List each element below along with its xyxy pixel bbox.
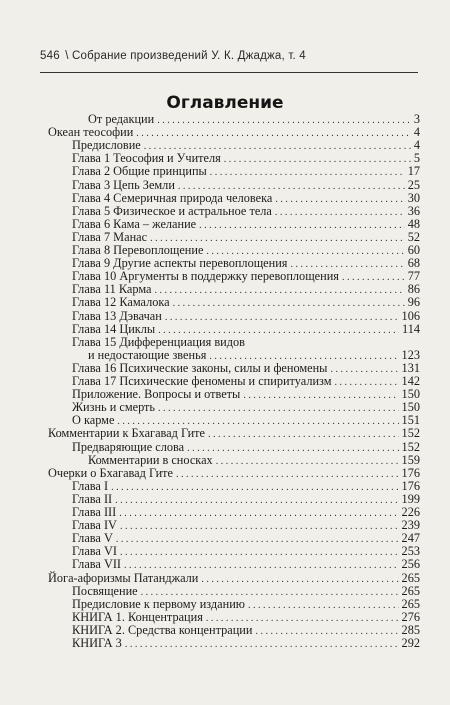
toc-entry-title: Глава 16 Психические законы, силы и феномены xyxy=(72,360,328,375)
toc-entry-title: Глава I xyxy=(72,478,109,493)
toc-entry-title: Глава 7 Манас xyxy=(72,229,148,244)
toc-entry-title: Глава 17 Психические феномены и спиритуализм xyxy=(72,374,332,388)
toc-entry-title: Предваряющие слова xyxy=(72,439,185,454)
toc-entry-title: Глава 10 Аргументы в поддержку перевоплощения xyxy=(72,269,339,284)
toc-entry-page: 292 xyxy=(401,636,420,650)
toc-entry-title: Глава 15 Дифференциация видов xyxy=(72,334,245,349)
dot-leader xyxy=(248,599,399,612)
toc-entry-title: Глава 11 Карма xyxy=(72,282,152,297)
toc-entry xyxy=(72,336,420,349)
dot-leader xyxy=(216,455,399,468)
toc-entry xyxy=(72,218,420,231)
toc-entry-page: 151 xyxy=(401,413,420,428)
toc-entry-page: 96 xyxy=(407,295,420,310)
toc-entry xyxy=(72,257,420,270)
toc-entry-title: От редакции xyxy=(88,112,155,126)
toc-entry-page: 285 xyxy=(401,622,420,637)
dot-leader xyxy=(176,468,399,481)
dot-leader xyxy=(330,363,398,376)
dot-leader xyxy=(115,494,398,507)
book-title: Собрание произведений У. К. Джаджа, т. 4 xyxy=(72,50,306,62)
toc-entry-title: Глава 9 Другие аспекты перевоплощения xyxy=(72,256,288,271)
toc-entry xyxy=(88,113,420,126)
toc-entry-title: Глава 13 Дэвачан xyxy=(72,308,162,323)
toc-entry-page: 3 xyxy=(413,112,420,126)
dot-leader xyxy=(111,481,398,494)
dot-leader xyxy=(201,573,398,586)
toc-entry-title: Глава 8 Перевоплощение xyxy=(72,243,204,257)
dot-leader xyxy=(199,219,405,232)
toc-entry-page: 199 xyxy=(401,491,420,506)
toc-entry-page: 176 xyxy=(401,465,420,480)
toc-entry xyxy=(72,637,420,650)
toc-entry xyxy=(72,480,420,493)
toc-entry xyxy=(72,296,420,309)
toc-entry-page: 4 xyxy=(413,138,420,153)
toc-entry-page: 265 xyxy=(401,596,420,611)
toc-entry-title: Глава 14 Циклы xyxy=(72,321,156,336)
toc-entry-page: 176 xyxy=(401,478,420,493)
toc-entry-title: Предисловие к первому изданию xyxy=(72,596,245,611)
toc-entry xyxy=(72,598,420,611)
toc-entry-page: 150 xyxy=(401,400,420,415)
toc-entry-title: Глава III xyxy=(72,505,117,519)
toc-entry xyxy=(72,585,420,598)
toc-entry xyxy=(72,139,420,152)
toc-entry-title: Жизнь и смерть xyxy=(72,400,156,415)
toc-entry xyxy=(72,244,420,257)
toc-entry xyxy=(72,231,420,244)
toc-entry-page: 265 xyxy=(401,583,420,598)
toc-entry-title: Глава 1 Теософия и Учителя xyxy=(72,151,221,166)
toc-entry xyxy=(48,467,420,480)
dot-leader xyxy=(173,297,405,310)
dot-leader xyxy=(224,153,411,166)
toc-entry xyxy=(72,283,420,296)
dot-leader xyxy=(158,402,399,415)
toc-entry-title: О карме xyxy=(72,413,115,428)
dot-leader xyxy=(116,533,399,546)
toc-entry-title: Глава VII xyxy=(72,557,122,572)
toc-entry-page: 247 xyxy=(401,531,420,546)
dot-leader xyxy=(210,166,405,179)
toc-entry-page: 5 xyxy=(413,151,420,166)
toc-entry-title: Глава IV xyxy=(72,518,117,533)
toc-entry xyxy=(88,454,420,467)
toc-entry-title: Йога-афоризмы Патанджали xyxy=(48,570,199,585)
toc-entry-title: Глава 5 Физическое и астральное тела xyxy=(72,203,272,218)
toc-entry xyxy=(72,624,420,637)
toc-entry-page: 123 xyxy=(401,347,420,362)
toc-entry-title: Комментарии в сносках xyxy=(88,452,213,467)
toc-entry xyxy=(72,388,420,401)
toc-entry xyxy=(72,152,420,165)
toc-entry-title: Очерки о Бхагавад Гите xyxy=(48,465,174,480)
toc-entry-title: Глава 4 Семеричная природа человека xyxy=(72,190,273,205)
toc-entry-page: 77 xyxy=(407,269,420,284)
toc-entry xyxy=(72,558,420,571)
header-separator: \ xyxy=(65,50,69,62)
toc-entry-title: Океан теософии xyxy=(48,125,134,140)
toc-entry xyxy=(48,126,420,139)
toc-entry xyxy=(72,532,420,545)
toc-entry xyxy=(48,572,420,585)
toc-entry-page: 36 xyxy=(407,203,420,218)
toc-entry xyxy=(72,519,420,532)
toc-entry xyxy=(72,323,420,336)
toc-entry-page: 253 xyxy=(401,544,420,559)
toc-entry-page: 17 xyxy=(407,164,420,179)
toc-entry-title: Глава 12 Камалока xyxy=(72,295,170,310)
toc-entry xyxy=(72,375,420,388)
toc-entry xyxy=(72,545,420,558)
toc-entry xyxy=(72,506,420,519)
toc-entry-page: 256 xyxy=(401,557,420,572)
toc-entry xyxy=(48,427,420,440)
toc-entry xyxy=(72,414,420,427)
running-header xyxy=(40,50,430,62)
toc-entry xyxy=(72,611,420,624)
toc-entry-page: 142 xyxy=(401,374,420,388)
toc-entry-title: Глава V xyxy=(72,531,113,546)
toc-entry-title: КНИГА 2. Средства концентрации xyxy=(72,622,253,637)
toc-entry-page: 25 xyxy=(407,177,420,192)
toc-entry xyxy=(72,493,420,506)
toc-entry-title: Глава 2 Общие принципы xyxy=(72,164,207,179)
toc-entry-title: Глава 3 Цепь Земли xyxy=(72,177,175,192)
toc-entry xyxy=(72,401,420,414)
dot-leader xyxy=(155,284,405,297)
toc-entry-page: 114 xyxy=(402,321,420,336)
toc-entry-page: 152 xyxy=(401,426,420,441)
dot-leader xyxy=(157,114,411,127)
dot-leader xyxy=(136,127,411,140)
toc-entry xyxy=(72,310,420,323)
dot-leader xyxy=(119,507,398,520)
dot-leader xyxy=(208,428,399,441)
toc-entry xyxy=(72,179,420,192)
dot-leader xyxy=(255,625,398,638)
toc-entry-page: 276 xyxy=(401,609,420,624)
toc-entry-page: 86 xyxy=(407,282,420,297)
dot-leader xyxy=(335,376,399,389)
toc-entry-page: 30 xyxy=(407,190,420,205)
toc-entry-title: Предисловие xyxy=(72,138,141,153)
dot-leader xyxy=(120,546,399,559)
page-title: Оглавление xyxy=(166,93,284,113)
dot-leader xyxy=(342,271,405,284)
dot-leader xyxy=(275,193,404,206)
toc-entry-page: 131 xyxy=(401,360,420,375)
toc-entry-page: 106 xyxy=(401,308,420,323)
toc-entry-page: 4 xyxy=(413,125,420,140)
dot-leader xyxy=(187,442,398,455)
toc-entry-title: Глава VI xyxy=(72,544,117,559)
page-number: 546 xyxy=(40,50,60,62)
toc-entry xyxy=(72,270,420,283)
toc-entry-title: и недостающие звенья xyxy=(88,347,207,362)
toc-entry xyxy=(72,441,420,454)
toc-entry xyxy=(88,349,420,362)
toc-entry-page: 68 xyxy=(407,256,420,271)
toc-entry-page: 265 xyxy=(401,570,420,585)
toc-entry-page: 239 xyxy=(401,518,420,533)
toc-entry-page: 150 xyxy=(401,387,420,402)
toc-entry-title: Посвящение xyxy=(72,583,138,598)
toc-entry xyxy=(72,362,420,375)
toc-entry-page: 48 xyxy=(407,216,420,231)
toc-entry-title: Глава II xyxy=(72,491,113,506)
toc-entry-page: 152 xyxy=(401,439,420,454)
toc-entry xyxy=(72,165,420,178)
toc-entry-page: 226 xyxy=(401,505,420,519)
dot-leader xyxy=(125,638,399,651)
toc-entry-page: 159 xyxy=(401,452,420,467)
dot-leader xyxy=(275,206,405,219)
toc-entry-title: КНИГА 3 xyxy=(72,636,122,650)
toc-entry-page: 60 xyxy=(407,243,420,257)
dot-leader xyxy=(120,520,399,533)
toc-entry xyxy=(72,192,420,205)
toc-entry-title: Глава 6 Кама – желание xyxy=(72,216,197,231)
toc-entry-title: Комментарии к Бхагавад Гите xyxy=(48,426,206,441)
toc-entry-title: КНИГА 1. Концентрация xyxy=(72,609,203,624)
header-rule xyxy=(40,72,418,73)
dot-leader xyxy=(165,311,399,324)
toc-entry-title: Приложение. Вопросы и ответы xyxy=(72,387,241,402)
dot-leader xyxy=(243,389,398,402)
toc-entry xyxy=(72,205,420,218)
toc-entry-page: 52 xyxy=(407,229,420,244)
